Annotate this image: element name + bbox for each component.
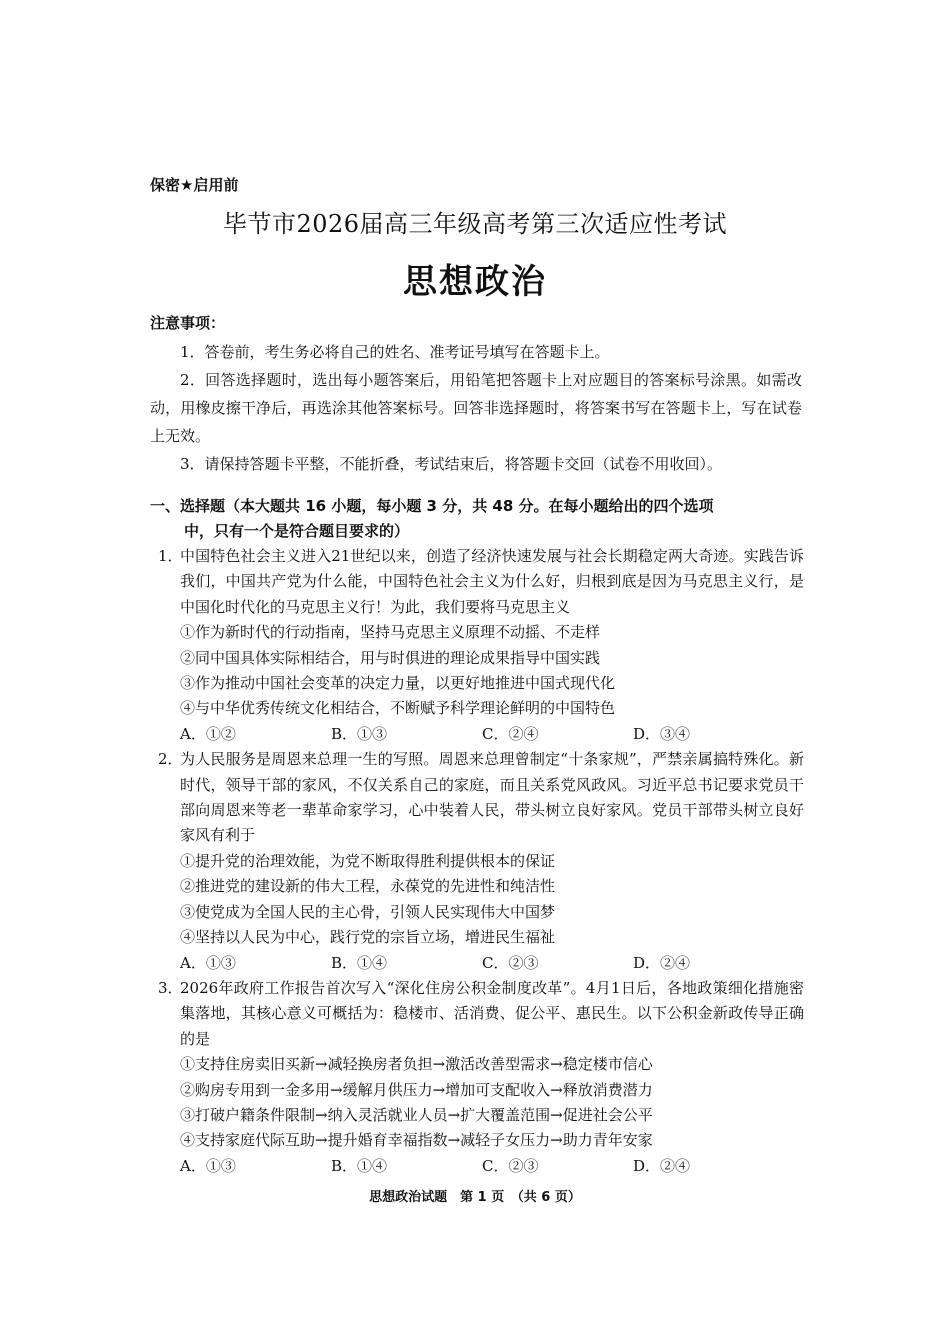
choice-b: B．①③ xyxy=(331,724,388,743)
choice-b: B．①④ xyxy=(331,1156,388,1175)
question-list xyxy=(158,544,804,1179)
question-option: ①支持住房卖旧买新→减轻换房者负担→激活改善型需求→稳定楼市信心 xyxy=(180,1055,653,1074)
answer-choices xyxy=(158,1154,804,1179)
section-heading-line: 中，只有一个是符合题目要求的） xyxy=(184,522,410,540)
question-2 xyxy=(158,747,804,976)
notice-item: 3．请保持答题卡平整，不能折叠，考试结束后，将答题卡交回（试卷不用收回）。 xyxy=(180,455,723,473)
question-option: ②同中国具体实际相结合，用与时俱进的理论成果指导中国实践 xyxy=(180,648,601,667)
choice-a: A．①② xyxy=(180,724,236,743)
choice-d: D．③④ xyxy=(633,724,691,743)
notice-heading: 注意事项： xyxy=(150,314,226,332)
question-number: 1． xyxy=(158,547,183,565)
choice-c: C．②③ xyxy=(482,953,539,972)
subject-title: 思想政治 xyxy=(403,262,547,302)
confidential-mark: 保密★启用前 xyxy=(150,176,239,194)
question-option: ②购房专用到一金多用→缓解月供压力→增加可支配收入→释放消费潜力 xyxy=(180,1080,653,1099)
section-heading-line: 一、选择题（本大题共 16 小题，每小题 3 分，共 48 分。在每小题给出的四个选项 xyxy=(150,497,714,515)
answer-choices xyxy=(158,951,804,976)
question-option: ④与中华优秀传统文化相结合，不断赋予科学理论鲜明的中国特色 xyxy=(180,699,616,718)
question-option: ①作为新时代的行动指南，坚持马克思主义原理不动摇、不走样 xyxy=(180,623,601,642)
question-stem: 2026年政府工作报告首次写入“深化住房公积金制度改革”。4月1日后，各地政策细化措施密集落地，其核心意义可概括为：稳楼市、活消费、促公平、惠民生。以下公积金新政传导正确的是 xyxy=(180,978,804,1048)
choice-b: B．①④ xyxy=(331,953,388,972)
choice-a: A．①③ xyxy=(180,1156,236,1175)
question-option: ③打破户籍条件限制→纳入灵活就业人员→扩大覆盖范围→促进社会公平 xyxy=(180,1105,653,1124)
question-option: ①提升党的治理效能，为党不断取得胜利提供根本的保证 xyxy=(180,851,556,870)
choice-c: C．②③ xyxy=(482,1156,539,1175)
question-option: ④坚持以人民为中心，践行党的宗旨立场，增进民生福祉 xyxy=(180,928,556,947)
notice-item: 1．答卷前，考生务必将自己的姓名、准考证号填写在答题卡上。 xyxy=(180,343,610,361)
choice-d: D．②④ xyxy=(633,1156,691,1175)
question-option: ②推进党的建设新的伟大工程，永葆党的先进性和纯洁性 xyxy=(180,877,556,896)
choice-d: D．②④ xyxy=(633,953,691,972)
question-number: 2． xyxy=(158,750,183,769)
page-footer: 思想政治试题 第 1 页 （共 6 页） xyxy=(369,1190,581,1205)
question-3 xyxy=(158,976,804,1179)
question-stem: 为人民服务是周恩来总理一生的写照。周恩来总理曾制定“十条家规”，严禁亲属搞特殊化。新时代，领导干部的家风，不仅关系自己的家庭，而且关系党风政风。习近平总书记要求党员干部向周恩来等老一辈革命家学习，心中装着人民，带头树立良好家风。党员干部带头树立良好家风有利于 xyxy=(180,750,804,845)
section-heading xyxy=(150,494,805,544)
notice-item: 2．回答选择题时，选出每小题答案后，用铅笔把答题卡上对应题目的答案标号涂黑。如需改动，用橡皮擦干净后，再选涂其他答案标号。回答非选择题时，将答案书写在答题卡上，写在试卷上无效。 xyxy=(150,371,802,445)
question-stem: 中国特色社会主义进入21世纪以来，创造了经济快速发展与社会长期稳定两大奇迹。实践告诉我们，中国共产党为什么能，中国特色社会主义为什么好，归根到底是因为马克思主义行，是中国化时代化的马克思主义行！为此，我们要将马克思主义 xyxy=(180,547,804,616)
question-option: ③作为推动中国社会变革的决定力量，以更好地推进中国式现代化 xyxy=(180,674,616,693)
question-option: ③使党成为全国人民的主心骨，引领人民实现伟大中国梦 xyxy=(180,902,556,921)
question-option: ④支持家庭代际互助→提升婚育幸福指数→减轻子女压力→助力青年安家 xyxy=(180,1131,653,1150)
question-1 xyxy=(158,544,804,747)
choice-a: A．①③ xyxy=(180,953,236,972)
exam-title: 毕节市2026届高三年级高考第三次适应性考试 xyxy=(222,210,728,238)
choice-c: C．②④ xyxy=(482,724,539,743)
notice-list xyxy=(150,338,802,478)
question-number: 3． xyxy=(158,978,183,997)
answer-choices xyxy=(158,722,804,747)
